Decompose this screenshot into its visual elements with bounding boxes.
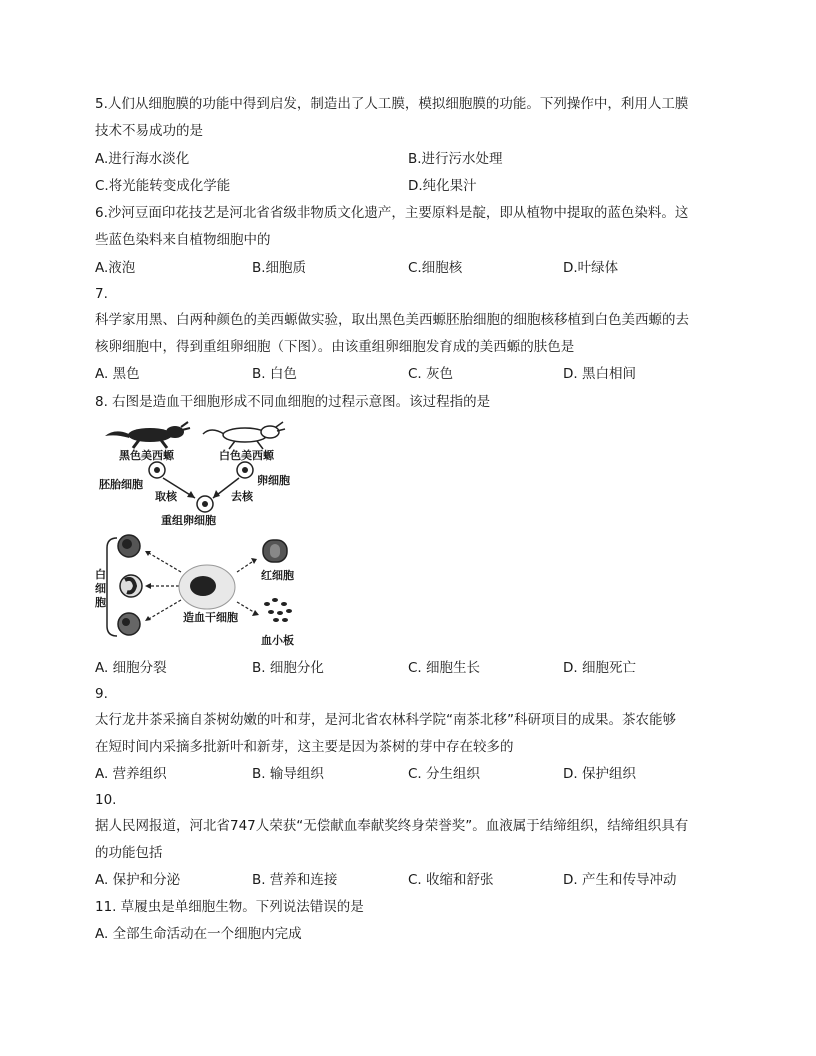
- q9-option-b: B. 输导组织: [252, 766, 324, 782]
- egg-cell-label: 卵细胞: [257, 474, 290, 487]
- white-axolotl-image: [203, 422, 285, 449]
- blood-cell-differentiation-figure: [95, 532, 315, 654]
- remove-nucleus-label: 去核: [231, 490, 253, 503]
- q6-option-a: A.液泡: [95, 260, 136, 276]
- q9-stem-line-1: 太行龙井茶采摘自茶树幼嫩的叶和芽，是河北省农林科学院“南茶北移”科研项目的成果。茶农能够: [95, 712, 676, 728]
- stem-cell-label: 造血干细胞: [183, 611, 238, 624]
- q7-stem-line-2: 核卵细胞中，得到重组卵细胞（下图）。由该重组卵细胞发育成的美西螈的肤色是: [95, 339, 575, 355]
- white-cell-2: [120, 575, 142, 597]
- arrows-to-red-cell-and-platelet: [237, 560, 257, 614]
- q8-option-d: D. 细胞死亡: [563, 660, 636, 676]
- nuclear-transfer-figure: [95, 418, 315, 534]
- q10-option-b: B. 营养和连接: [252, 872, 338, 888]
- platelet-shapes: [264, 598, 292, 622]
- arrows-to-white-cells: [147, 552, 181, 620]
- black-axolotl-label: 黑色美西螈: [119, 449, 174, 462]
- q5-option-b: B.进行污水处理: [408, 151, 503, 167]
- q8-option-a: A. 细胞分裂: [95, 660, 167, 676]
- q5-stem-line-2: 技术不易成功的是: [95, 123, 203, 139]
- q9-option-a: A. 营养组织: [95, 766, 167, 782]
- q8-option-b: B. 细胞分化: [252, 660, 324, 676]
- q7-stem-line-1: 科学家用黑、白两种颜色的美西螈做实验，取出黑色美西螈胚胎细胞的细胞核移植到白色美西螈的去: [95, 312, 689, 328]
- q9-stem-line-2: 在短时间内采摘多批新叶和新芽，这主要是因为茶树的芽中存在较多的: [95, 739, 514, 755]
- q10-number: 10.: [95, 792, 117, 808]
- q10-stem-line-2: 的功能包括: [95, 845, 163, 861]
- q5-option-d: D.纯化果汁: [408, 178, 477, 194]
- white-cells-label-2: 细: [95, 582, 106, 595]
- recombined-egg-label: 重组卵细胞: [161, 514, 216, 527]
- q10-option-c: C. 收缩和舒张: [408, 872, 494, 888]
- q11-stem-line-1: 11. 草履虫是单细胞生物。下列说法错误的是: [95, 899, 364, 915]
- q10-stem-line-1: 据人民网报道，河北省747人荣获“无偿献血奉献奖终身荣誉奖”。血液属于结缔组织，结缔组织具有: [95, 818, 689, 834]
- embryo-cell-label: 胚胎细胞: [99, 478, 143, 491]
- white-axolotl-label: 白色美西螈: [219, 449, 274, 462]
- stem-cell-shape: [179, 565, 235, 609]
- red-cell-label: 红细胞: [261, 569, 294, 582]
- q5-option-c: C.将光能转变成化学能: [95, 178, 231, 194]
- q6-option-c: C.细胞核: [408, 260, 463, 276]
- q9-option-c: C. 分生组织: [408, 766, 481, 782]
- q6-stem-line-2: 些蓝色染料来自植物细胞中的: [95, 232, 271, 248]
- white-cell-1: [118, 535, 140, 557]
- q7-option-a: A. 黑色: [95, 366, 140, 382]
- red-cell-shape: [263, 540, 287, 562]
- platelet-label: 血小板: [261, 634, 294, 647]
- white-cells-bracket: [107, 538, 117, 636]
- q5-option-a: A.进行海水淡化: [95, 151, 190, 167]
- q5-stem-line-1: 5.人们从细胞膜的功能中得到启发，制造出了人工膜，模拟细胞膜的功能。下列操作中，利用人工膜: [95, 96, 689, 112]
- q7-option-d: D. 黑白相间: [563, 366, 636, 382]
- q10-option-a: A. 保护和分泌: [95, 872, 181, 888]
- q6-option-d: D.叶绿体: [563, 260, 619, 276]
- white-cells-label-3: 胞: [95, 596, 106, 609]
- white-cell-3: [118, 613, 140, 635]
- q9-option-d: D. 保护组织: [563, 766, 636, 782]
- q11-option-a: A. 全部生命活动在一个细胞内完成: [95, 926, 302, 942]
- q8-stem-line-1: 8. 右图是造血干细胞形成不同血细胞的过程示意图。该过程指的是: [95, 394, 491, 410]
- q10-option-d: D. 产生和传导冲动: [563, 872, 677, 888]
- q7-option-b: B. 白色: [252, 366, 297, 382]
- black-axolotl-image: [105, 422, 190, 448]
- q6-option-b: B.细胞质: [252, 260, 307, 276]
- q6-stem-line-1: 6.沙河豆面印花技艺是河北省省级非物质文化遗产，主要原料是靛，即从植物中提取的蓝色染料。这: [95, 205, 689, 221]
- q7-number: 7.: [95, 286, 108, 302]
- take-nucleus-label: 取核: [155, 490, 177, 503]
- q9-number: 9.: [95, 686, 108, 702]
- white-cells-label-1: 白: [95, 568, 106, 581]
- q8-option-c: C. 细胞生长: [408, 660, 481, 676]
- q7-option-c: C. 灰色: [408, 366, 454, 382]
